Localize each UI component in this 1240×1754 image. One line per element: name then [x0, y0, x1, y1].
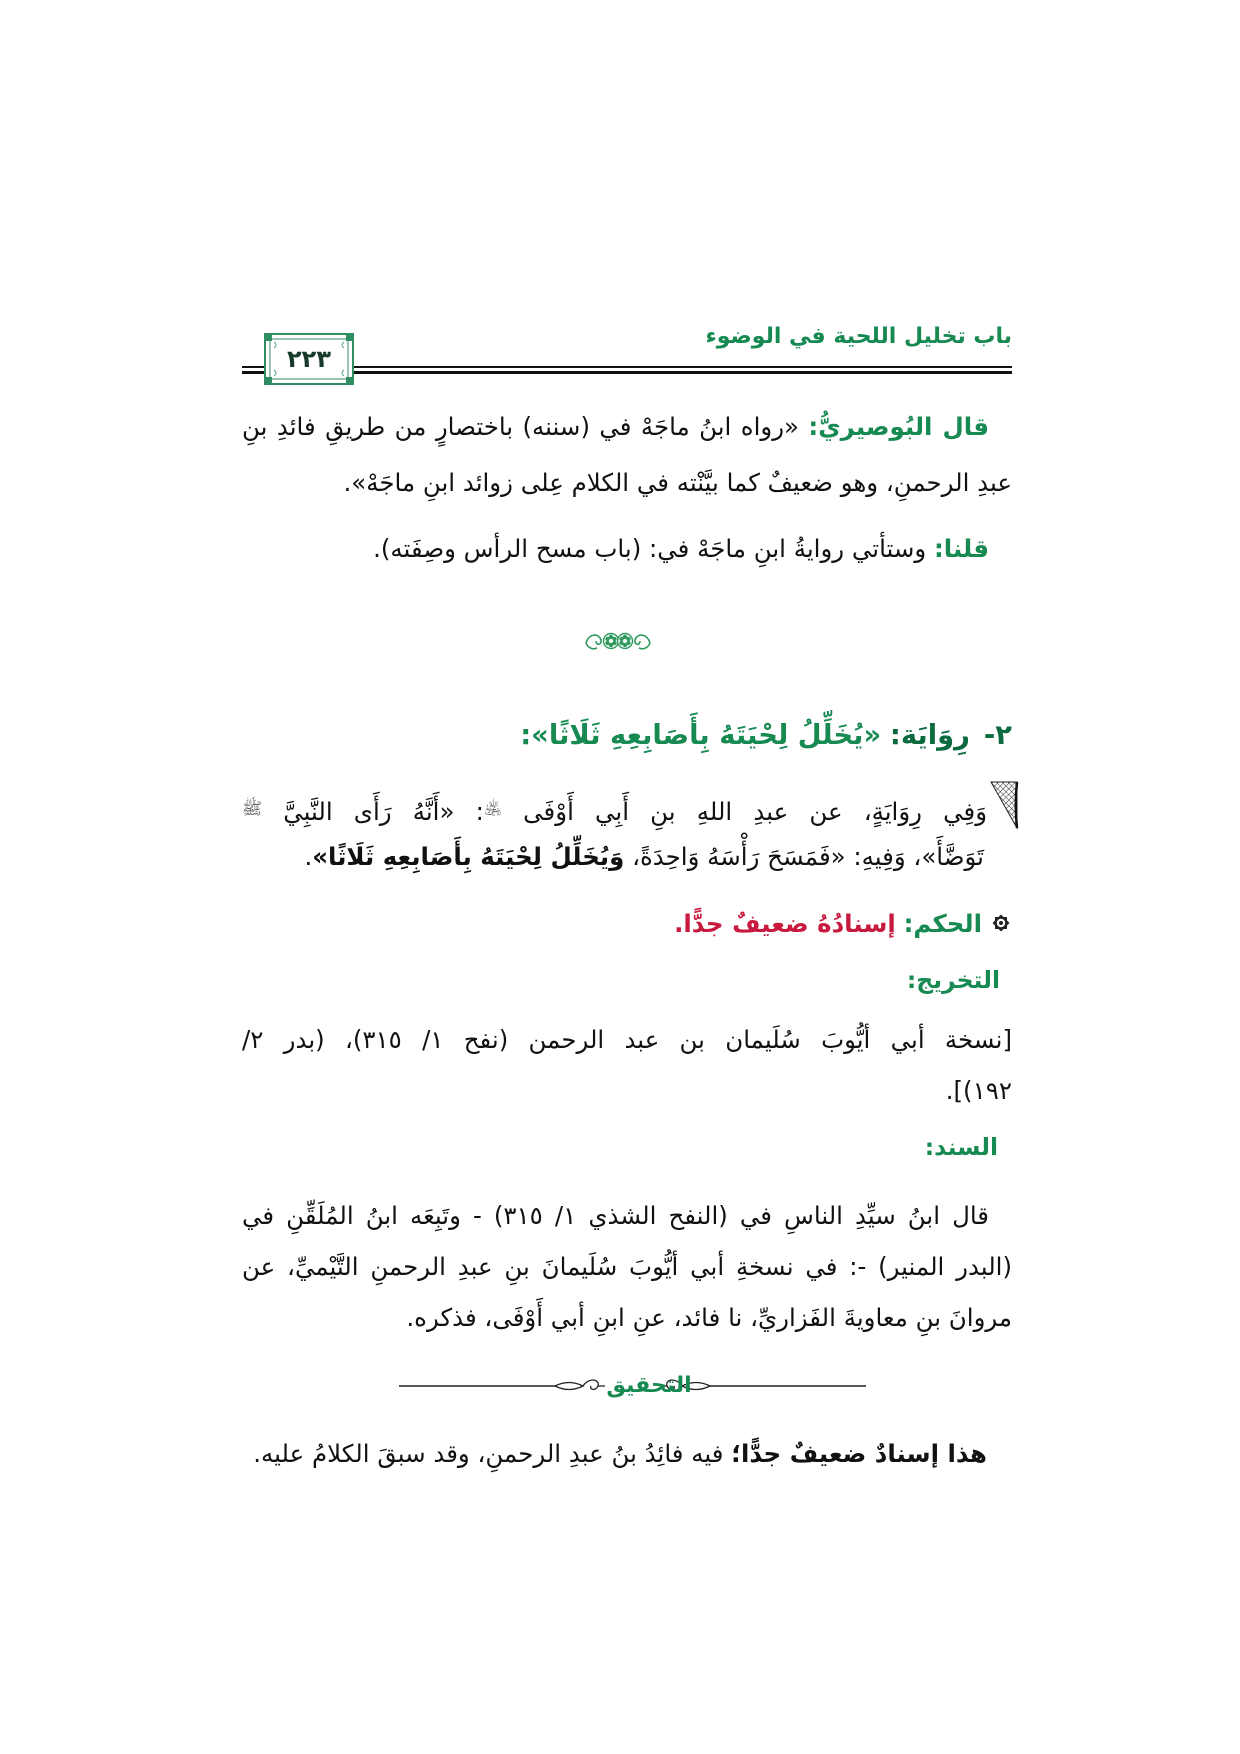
section-title: «يُخَلِّلُ لِحْيَتَهُ بِأَصَابِعِهِ ثَلَاثًا»:: [520, 720, 882, 751]
busiri-line-2: [242, 461, 1012, 505]
sanad-line-1: [242, 1194, 1012, 1238]
narration-text-2a: تَوَضَّأَ»، وَفِيهِ: «فَمَسَحَ رَأْسَهُ وَاحِدَةً،: [632, 842, 984, 871]
busiri-text-2: عبدِ الرحمنِ، وهو ضعيفٌ كما بيَّنْته في الكلام عِلى زوائد ابنِ ماجَهْ».: [343, 468, 1012, 497]
narration-text-2-end: .: [304, 842, 313, 871]
ruling-value: إسنادُهُ ضعيفٌ جدًّا.: [674, 909, 896, 938]
tahqiq-verdict: هذا إسنادٌ ضعيفٌ جدًّا؛: [731, 1439, 987, 1468]
divider-ornament-left: [555, 1380, 605, 1390]
qulna-line: [242, 527, 1012, 571]
honorific-companion: ﵁: [483, 799, 502, 819]
ruling-line: [242, 902, 1012, 946]
tahqiq-label: التحقيق: [606, 1373, 692, 1398]
narration-line-1-content: [242, 791, 988, 826]
narration-line-1: [242, 790, 1012, 834]
busiri-line-1: [242, 405, 1012, 449]
flower-right: [618, 634, 633, 649]
sanad-text-2: (البدر المنير) -: في نسخةِ أبي أيُّوبَ سُلَيمانَ بنِ عبدِ الرحمنِ التَّيْميِّ، عن: [242, 1252, 1012, 1281]
sanad-line-3: [242, 1296, 1012, 1340]
narration-text-1b: : «أَنَّهُ رَأَى النَّبِيَّ: [283, 797, 484, 826]
page-number: ٢٢٣: [287, 345, 331, 373]
busiri-text-1: «رواه ابنُ ماجَهْ في (سننه) باختصارٍ من طريقِ فائدِ بنِ: [242, 412, 799, 441]
takhrij-label: التخريج:: [906, 966, 1000, 994]
ruling-label: الحكم:: [903, 909, 982, 938]
honorific-prophet: ﷺ: [242, 799, 263, 819]
twin-flower-ornament-icon: [584, 627, 652, 655]
tahqiq-verdict-line: [242, 1432, 1012, 1476]
right-scroll: [635, 635, 650, 649]
left-scroll: [586, 635, 601, 649]
sanad-text-1: قال ابنُ سيِّدِ الناسِ في (النفح الشذي ١/ ٣١٥) - وتَبِعَه ابنُ المُلَقِّنِ في: [242, 1201, 990, 1230]
section-number: ٢-: [983, 720, 1012, 751]
narration-line-2-content: [304, 842, 984, 871]
section-heading-content: [520, 720, 1012, 751]
takhrij-line-1: [242, 1018, 1012, 1062]
tahqiq-text: فيه فائِدُ بنُ عبدِ الرحمنِ، وقد سبقَ الكلامُ عليه.: [253, 1439, 724, 1468]
sanad-text-3: مروانَ بنِ معاويةَ الفَزاريِّ، نا فائد، عنِ ابنِ أبي أَوْفَى، فذكره.: [406, 1303, 1012, 1332]
header-rule-bottom: [242, 371, 1012, 374]
corner-edge: [1016, 782, 1017, 828]
tahqiq-content: [253, 1439, 987, 1468]
sanad-heading: [242, 1125, 1012, 1169]
takhrij-text-1: [نسخة أبي أيُّوبَ سُلَيمان بن عبد الرحمن (نفح ١/ ٣١٥)، (بدر ٢/: [242, 1025, 1012, 1054]
sanad-line-2: [242, 1245, 1012, 1289]
flower-left: [604, 634, 619, 649]
running-header-title: باب تخليل اللحية في الوضوء: [705, 324, 1012, 349]
narration-text-2-bold: وَيُخَلِّلُ لِحْيَتَهُ بِأَصَابِعِهِ ثَلَاثًا»: [312, 842, 625, 871]
section-heading: [242, 714, 1012, 758]
header-rule-top: [242, 366, 1012, 368]
narration-line-2: [242, 835, 1012, 879]
takhrij-heading: [242, 958, 1012, 1002]
sanad-label: السند:: [924, 1133, 998, 1161]
narration-text-1a: وَفِي رِوَايَةٍ، عن عبدِ اللهِ بنِ أَبِي أَوْفَى: [523, 797, 988, 826]
qulna-content: [373, 534, 989, 563]
takhrij-line-2: [242, 1069, 1012, 1113]
section-label: رِوَايَة:: [889, 720, 970, 751]
takhrij-text-2: ١٩٢)].: [945, 1076, 1012, 1105]
eight-point-star-icon: [990, 912, 1012, 934]
ruling-content: [674, 909, 1012, 938]
qulna-label: قلنا:: [934, 534, 989, 563]
qulna-text: وستأتي روايةُ ابنِ ماجَهْ في: (باب مسح الرأس وصِفَته).: [373, 534, 927, 563]
busiri-label: قال البُوصيريُّ:: [808, 412, 989, 441]
busiri-line-1-content: [242, 412, 989, 441]
